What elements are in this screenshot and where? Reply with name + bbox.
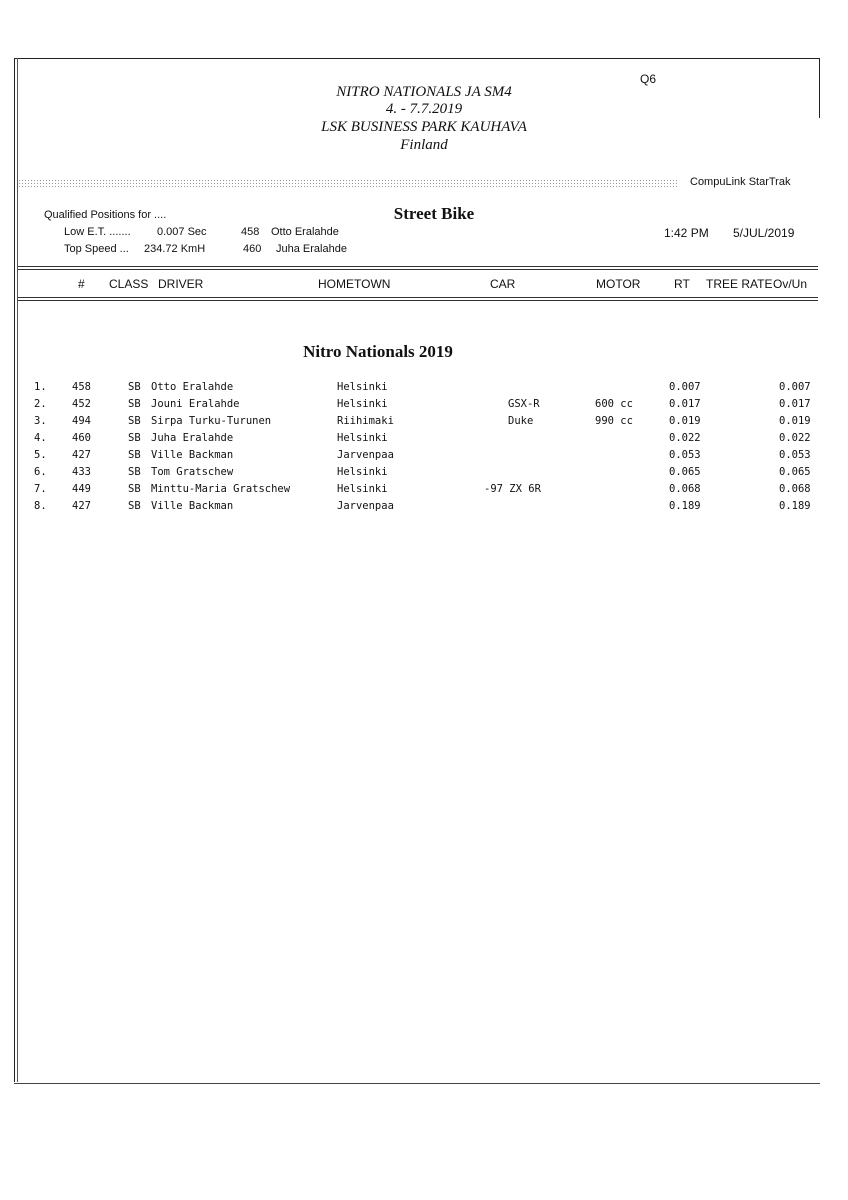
qualified-label: Qualified Positions for .... xyxy=(44,209,167,221)
cell-ov-un: 0.189 xyxy=(779,500,811,512)
col-header-hometown: HOMETOWN xyxy=(318,277,391,291)
cell-ov-un: 0.017 xyxy=(779,398,811,410)
cell-hometown: Helsinki xyxy=(337,432,388,444)
cell-number: 449 xyxy=(72,483,91,495)
meet-venue: LSK BUSINESS PARK KAUHAVA xyxy=(321,119,527,135)
cell-rt: 0.053 xyxy=(669,449,701,461)
cell-hometown: Jarvenpaa xyxy=(337,449,394,461)
cell-number: 452 xyxy=(72,398,91,410)
cell-class: SB xyxy=(128,483,141,495)
cell-driver: Otto Eralahde xyxy=(151,381,234,393)
cell-ov-un: 0.019 xyxy=(779,415,811,427)
cell-position: 1. xyxy=(34,381,47,393)
cell-position: 4. xyxy=(34,432,47,444)
header-rule-bottom-2 xyxy=(18,300,818,301)
cell-ov-un: 0.007 xyxy=(779,381,811,393)
cell-hometown: Riihimaki xyxy=(337,415,394,427)
top-speed-label: Top Speed ... xyxy=(64,243,129,255)
cell-rt: 0.189 xyxy=(669,500,701,512)
cell-car: -97 ZX 6R xyxy=(484,483,541,495)
table-row xyxy=(0,398,848,415)
table-row xyxy=(0,466,848,483)
cell-driver: Ville Backman xyxy=(151,500,234,512)
document-code: Q6 xyxy=(640,72,657,86)
cell-hometown: Helsinki xyxy=(337,483,388,495)
cell-number: 494 xyxy=(72,415,91,427)
low-et-value: 0.007 Sec xyxy=(157,226,207,238)
cell-class: SB xyxy=(128,449,141,461)
cell-hometown: Helsinki xyxy=(337,381,388,393)
meet-dates: 4. - 7.7.2019 xyxy=(385,101,463,117)
cell-rt: 0.019 xyxy=(669,415,701,427)
cell-position: 6. xyxy=(34,466,47,478)
cell-ov-un: 0.068 xyxy=(779,483,811,495)
header-rule-top xyxy=(18,266,818,267)
cell-number: 427 xyxy=(72,500,91,512)
cell-number: 427 xyxy=(72,449,91,461)
cell-driver: Juha Eralahde xyxy=(151,432,234,444)
low-et-driver: Otto Eralahde xyxy=(271,226,339,238)
cell-position: 2. xyxy=(34,398,47,410)
cell-car: GSX-R xyxy=(508,398,540,410)
low-et-number: 458 xyxy=(241,226,260,238)
col-header-tree-rate: TREE RATE xyxy=(706,277,773,291)
col-header-class: CLASS xyxy=(109,277,149,291)
cell-driver: Ville Backman xyxy=(151,449,234,461)
table-row xyxy=(0,415,848,432)
table-row xyxy=(0,381,848,398)
header-rule-top-2 xyxy=(18,269,818,270)
top-speed-number: 460 xyxy=(243,243,262,255)
cell-motor: 990 cc xyxy=(595,415,633,427)
cell-ov-un: 0.022 xyxy=(779,432,811,444)
cell-class: SB xyxy=(128,381,141,393)
meet-country: Finland xyxy=(400,137,448,153)
cell-driver: Tom Gratschew xyxy=(151,466,234,478)
header-rule-bottom xyxy=(18,297,818,298)
cell-car: Duke xyxy=(508,415,534,427)
frame-top-line xyxy=(14,58,820,59)
cell-motor: 600 cc xyxy=(595,398,633,410)
cell-position: 5. xyxy=(34,449,47,461)
cell-rt: 0.068 xyxy=(669,483,701,495)
meet-title: NITRO NATIONALS JA SM4 xyxy=(336,84,512,100)
report-date: 5/JUL/2019 xyxy=(733,226,795,240)
cell-position: 3. xyxy=(34,415,47,427)
table-row xyxy=(0,483,848,500)
cell-hometown: Helsinki xyxy=(337,398,388,410)
table-row xyxy=(0,500,848,517)
cell-rt: 0.017 xyxy=(669,398,701,410)
cell-ov-un: 0.053 xyxy=(779,449,811,461)
cell-class: SB xyxy=(128,432,141,444)
col-header-num: # xyxy=(78,277,85,291)
cell-class: SB xyxy=(128,415,141,427)
page-bottom-rule xyxy=(14,1083,820,1084)
col-header-ov-un: Ov/Un xyxy=(773,277,808,291)
col-header-rt: RT xyxy=(674,277,690,291)
table-row xyxy=(0,449,848,466)
cell-number: 433 xyxy=(72,466,91,478)
top-speed-driver: Juha Eralahde xyxy=(276,243,347,255)
col-header-car: CAR xyxy=(490,277,516,291)
cell-position: 8. xyxy=(34,500,47,512)
cell-number: 460 xyxy=(72,432,91,444)
cell-position: 7. xyxy=(34,483,47,495)
cell-hometown: Jarvenpaa xyxy=(337,500,394,512)
table-row xyxy=(0,432,848,449)
cell-driver: Minttu-Maria Gratschew xyxy=(151,483,291,495)
top-speed-value: 234.72 KmH xyxy=(144,243,206,255)
cell-driver: Sirpa Turku-Turunen xyxy=(151,415,272,427)
cell-driver: Jouni Eralahde xyxy=(151,398,240,410)
cell-class: SB xyxy=(128,466,141,478)
col-header-motor: MOTOR xyxy=(596,277,641,291)
software-brand: CompuLink StarTrak xyxy=(690,176,791,188)
low-et-label: Low E.T. ....... xyxy=(64,226,131,238)
cell-rt: 0.022 xyxy=(669,432,701,444)
section-title: Nitro Nationals 2019 xyxy=(303,342,453,361)
report-time: 1:42 PM xyxy=(664,226,709,240)
cell-rt: 0.065 xyxy=(669,466,701,478)
cell-hometown: Helsinki xyxy=(337,466,388,478)
dotted-separator xyxy=(18,179,678,188)
cell-ov-un: 0.065 xyxy=(779,466,811,478)
col-header-driver: DRIVER xyxy=(158,277,204,291)
cell-number: 458 xyxy=(72,381,91,393)
cell-class: SB xyxy=(128,500,141,512)
event-title: Street Bike xyxy=(393,204,475,223)
cell-class: SB xyxy=(128,398,141,410)
cell-rt: 0.007 xyxy=(669,381,701,393)
